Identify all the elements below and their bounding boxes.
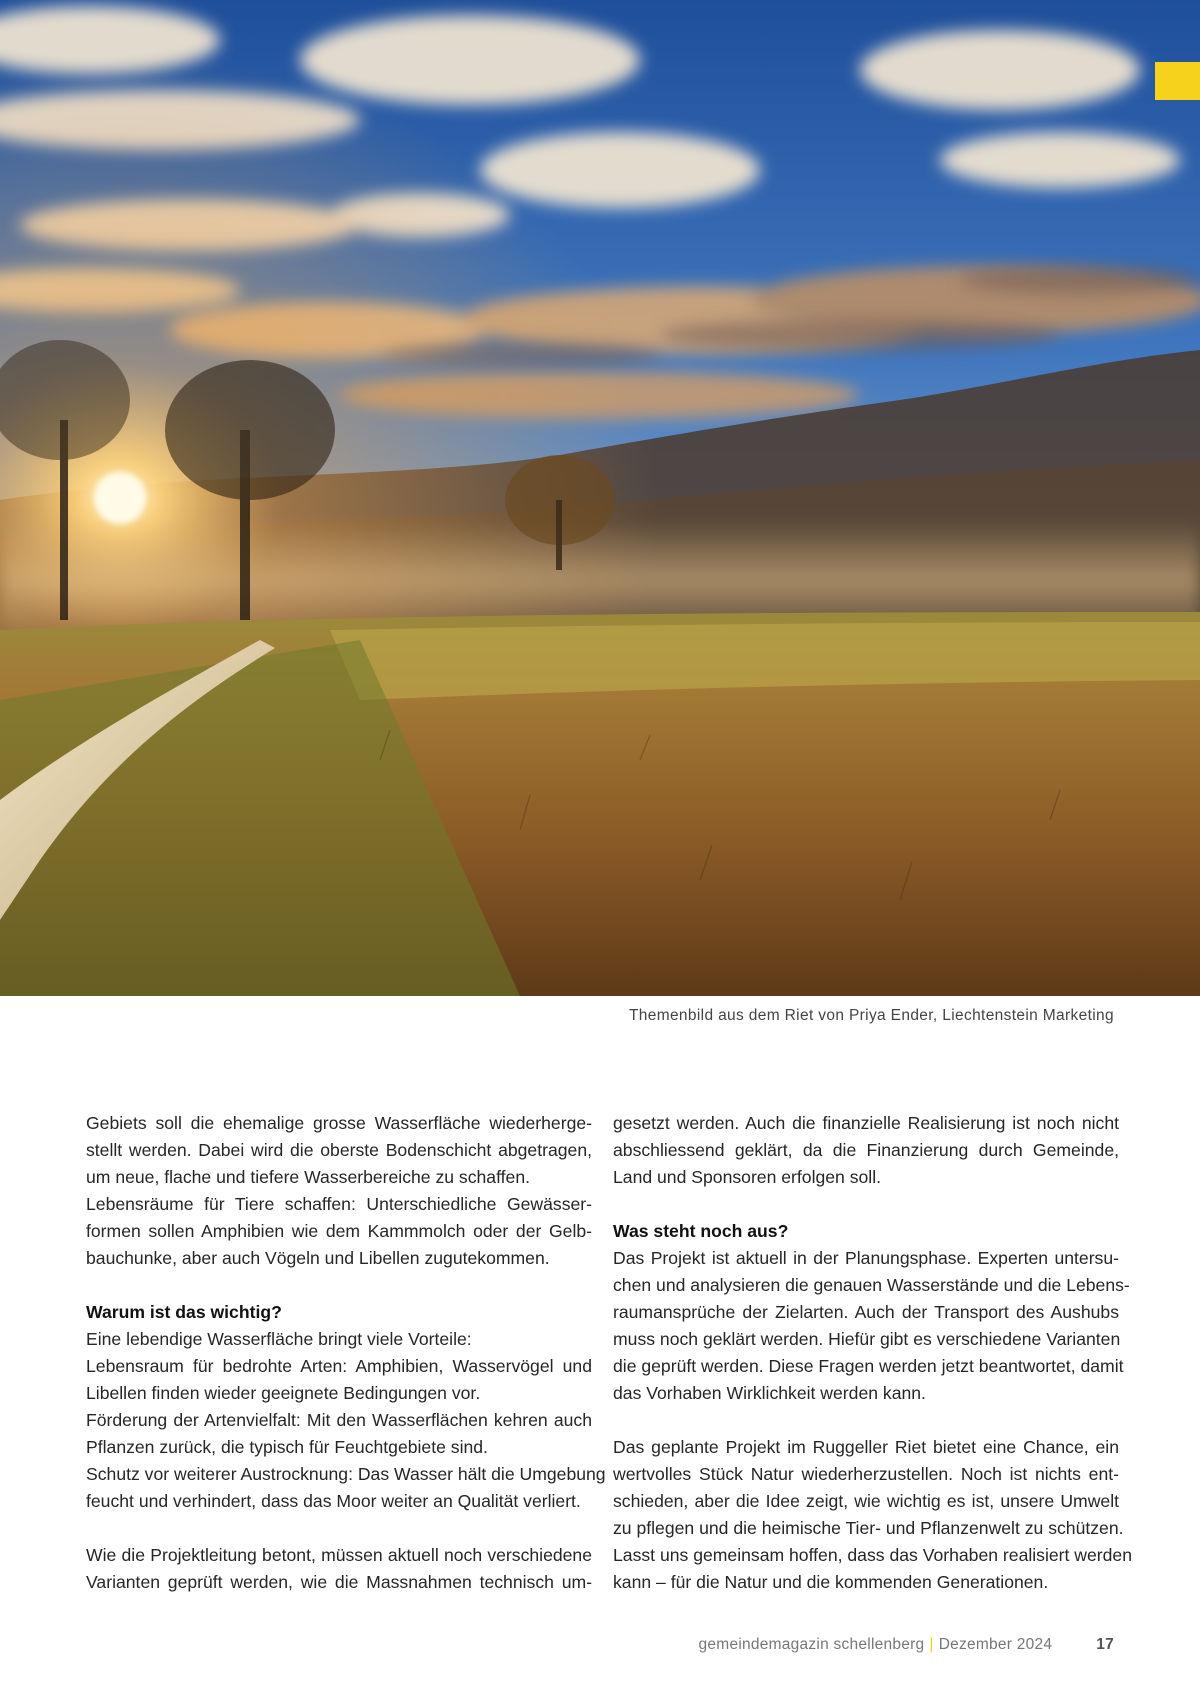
text-line: Eine lebendige Wasserfläche bringt viele Vorteile: bbox=[86, 1329, 472, 1349]
text-line: Lasst uns gemeinsam hoffen, dass das Vorhaben realisiert werden bbox=[613, 1545, 1132, 1565]
section-heading: Was steht noch aus? bbox=[613, 1221, 789, 1241]
issue-date: Dezember 2024 bbox=[938, 1636, 1053, 1653]
paragraph bbox=[86, 1542, 592, 1596]
text-line: wertvolles Stück Natur wiederherzustellen. Noch ist nichts ent- bbox=[613, 1464, 1119, 1484]
text-line: chen und analysieren die genauen Wasserstände und die Lebens- bbox=[613, 1275, 1130, 1295]
text-line: Förderung der Artenvielfalt: Mit den Wasserflächen kehren auch bbox=[86, 1410, 592, 1430]
text-line: Wie die Projektleitung betont, müssen aktuell noch verschiedene bbox=[86, 1545, 592, 1565]
text-line: formen sollen Amphibien wie dem Kammmolch oder der Gelb- bbox=[86, 1221, 592, 1241]
text-line: Das Projekt ist aktuell in der Planungsphase. Experten untersu- bbox=[613, 1248, 1119, 1268]
text-line: bauchunke, aber auch Vögeln und Libellen zugutekommen. bbox=[86, 1248, 550, 1268]
text-line: Gebiets soll die ehemalige grosse Wasserfläche wiederherge- bbox=[86, 1113, 592, 1133]
text-line: Das geplante Projekt im Ruggeller Riet bietet eine Chance, ein bbox=[613, 1437, 1119, 1457]
text-line: Land und Sponsoren erfolgen soll. bbox=[613, 1167, 882, 1187]
text-line: feucht und verhindert, dass das Moor weiter an Qualität verliert. bbox=[86, 1491, 581, 1511]
text-line: gesetzt werden. Auch die finanzielle Realisierung ist noch nicht bbox=[613, 1113, 1119, 1133]
text-line: Lebensraum für bedrohte Arten: Amphibien, Wasservögel und bbox=[86, 1356, 592, 1376]
paragraph bbox=[86, 1326, 606, 1515]
article-column-right bbox=[613, 1110, 1132, 1596]
text-line: um neue, flache und tiefere Wasserbereiche zu schaffen. bbox=[86, 1167, 531, 1187]
photo-caption: Themenbild aus dem Riet von Priya Ender, Liechtenstein Marketing bbox=[628, 1007, 1114, 1024]
page-footer bbox=[699, 1636, 1114, 1654]
text-line: schieden, aber die Idee zeigt, wie wichtig es ist, unsere Umwelt bbox=[613, 1491, 1119, 1511]
text-line: Schutz vor weiterer Austrocknung: Das Wasser hält die Umgebung bbox=[86, 1464, 606, 1484]
text-line: Lebensräume für Tiere schaffen: Unterschiedliche Gewässer- bbox=[86, 1194, 592, 1214]
paragraph bbox=[86, 1110, 592, 1272]
text-line: stellt werden. Dabei wird die oberste Bodenschicht abgetragen, bbox=[86, 1140, 592, 1160]
text-line: muss noch geklärt werden. Hiefür gibt es verschiedene Varianten bbox=[613, 1329, 1121, 1349]
text-line: kann – für die Natur und die kommenden Generationen. bbox=[613, 1572, 1049, 1592]
text-line: die geprüft werden. Diese Fragen werden jetzt beantwortet, damit bbox=[613, 1356, 1124, 1376]
text-line: zu pflegen und die heimische Tier- und Pflanzenwelt zu schützen. bbox=[613, 1518, 1124, 1538]
text-line: das Vorhaben Wirklichkeit werden kann. bbox=[613, 1383, 926, 1403]
text-line: Libellen finden wieder geeignete Bedingungen vor. bbox=[86, 1383, 481, 1403]
magazine-name: gemeindemagazin schellenberg bbox=[698, 1636, 925, 1653]
text-line: raumansprüche der Zielarten. Auch der Transport des Aushubs bbox=[613, 1302, 1119, 1322]
page-number: 17 bbox=[1096, 1636, 1114, 1653]
article-column-left bbox=[86, 1110, 606, 1596]
yellow-tab-marker bbox=[1155, 62, 1200, 100]
text-line: Pflanzen zurück, die typisch für Feuchtgebiete sind. bbox=[86, 1437, 488, 1457]
text-line: abschliessend geklärt, da die Finanzierung durch Gemeinde, bbox=[613, 1140, 1119, 1160]
paragraph bbox=[613, 1110, 1119, 1191]
paragraph bbox=[613, 1434, 1132, 1596]
paragraph bbox=[613, 1245, 1130, 1407]
footer-separator: | bbox=[929, 1636, 934, 1653]
section-heading: Warum ist das wichtig? bbox=[86, 1302, 282, 1322]
text-line: Varianten geprüft werden, wie die Massnahmen technisch um- bbox=[86, 1572, 592, 1592]
